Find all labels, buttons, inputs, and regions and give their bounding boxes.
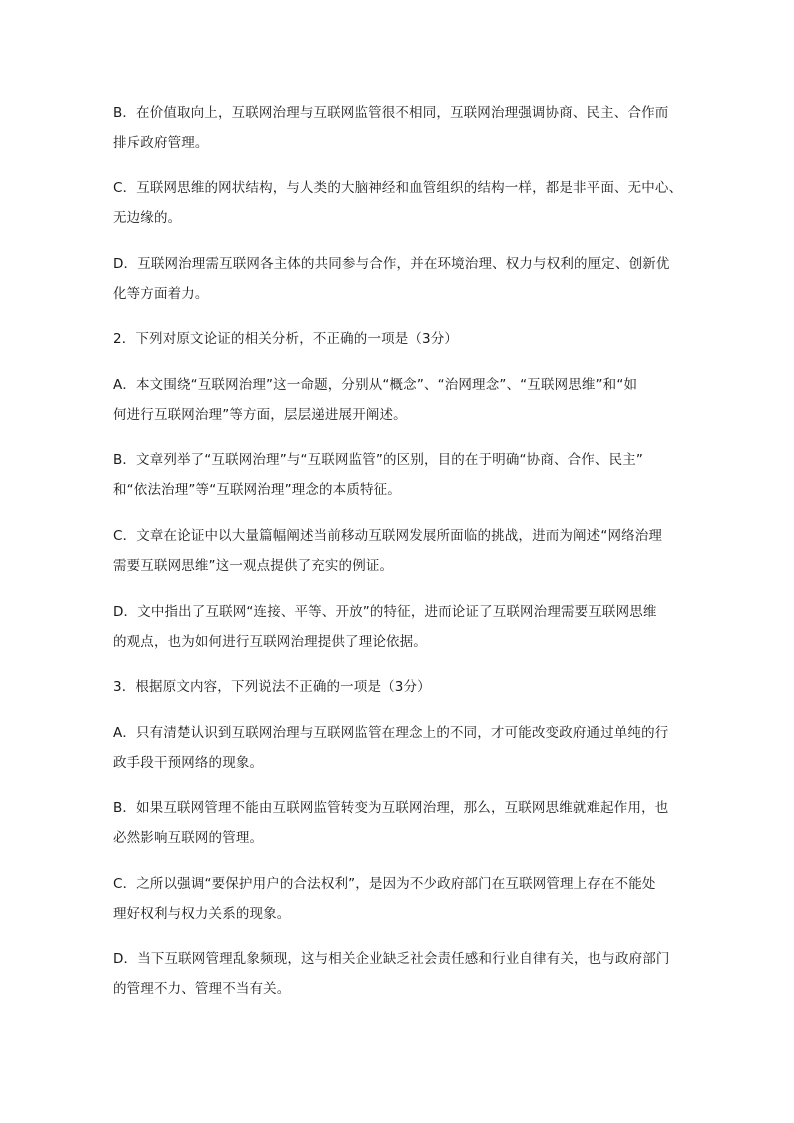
q3-option-b-line2: 必然影响互联网的管理。 — [113, 830, 264, 846]
q3-option-a-line1: A．只有清楚认识到互联网治理与互联网监管在理念上的不同，才可能改变政府通过单纯的行 — [113, 725, 669, 741]
q3-option-a-line2: 政手段干预网络的现象。 — [113, 755, 264, 771]
q1-option-d-line2: 化等方面着力。 — [113, 286, 209, 302]
q1-option-b-line2: 排斥政府管理。 — [113, 135, 209, 151]
q2-option-b-line2: 和“依法治理”等“互联网治理”理念的本质特征。 — [113, 482, 401, 498]
q2-option-b-line1: B．文章列举了“互联网治理”与“互联网监管”的区别，目的在于明确“协商、合作、民主” — [113, 452, 644, 468]
q1-option-c-line2: 无边缘的。 — [113, 210, 182, 226]
q2-option-c-line1: C．文章在论证中以大量篇幅阐述当前移动互联网发展所面临的挑战，进而为阐述“网络治理 — [113, 528, 663, 544]
q2-stem: 2．下列对原文论证的相关分析，不正确的一项是（3分） — [113, 331, 459, 347]
q3-option-c-line2: 理好权利与权力关系的现象。 — [113, 906, 291, 922]
q1-option-d-line1: D．互联网治理需互联网各主体的共同参与合作，并在环境治理、权力与权利的厘定、创新优 — [113, 256, 670, 272]
q3-stem: 3．根据原文内容，下列说法不正确的一项是（3分） — [113, 679, 431, 695]
q3-option-c-line1: C．之所以强调“要保护用户的合法权利”，是因为不少政府部门在互联网管理上存在不能处 — [113, 876, 656, 892]
q2-option-d-line2: 的观点，也为如何进行互联网治理提供了理论依据。 — [113, 634, 427, 650]
q1-option-b-line1: B．在价值取向上，互联网治理与互联网监管很不相同，互联网治理强调协商、民主、合作而 — [113, 105, 669, 121]
q2-option-c-line2: 需要互联网思维”这一观点提供了充实的例证。 — [113, 558, 394, 574]
q3-option-d-line1: D．当下互联网管理乱象频现，这与相关企业缺乏社会责任感和行业自律有关，也与政府部门 — [113, 951, 670, 967]
q3-option-b-line1: B．如果互联网管理不能由互联网监管转变为互联网治理，那么，互联网思维就难起作用，也 — [113, 800, 669, 816]
q2-option-a-line2: 何进行互联网治理”等方面，层层递进展开阐述。 — [113, 407, 407, 423]
q2-option-d-line1: D．文中指出了互联网“连接、平等、开放”的特征，进而论证了互联网治理需要互联网思维 — [113, 604, 657, 620]
q1-option-c-line1: C．互联网思维的网状结构，与人类的大脑神经和血管组织的结构一样，都是非平面、无中心、 — [113, 180, 683, 196]
q3-option-d-line2: 的管理不力、管理不当有关。 — [113, 981, 291, 997]
q2-option-a-line1: A．本文围绕“互联网治理”这一命题，分别从“概念”、“治网理念”、“互联网思维”和“如 — [113, 377, 638, 393]
